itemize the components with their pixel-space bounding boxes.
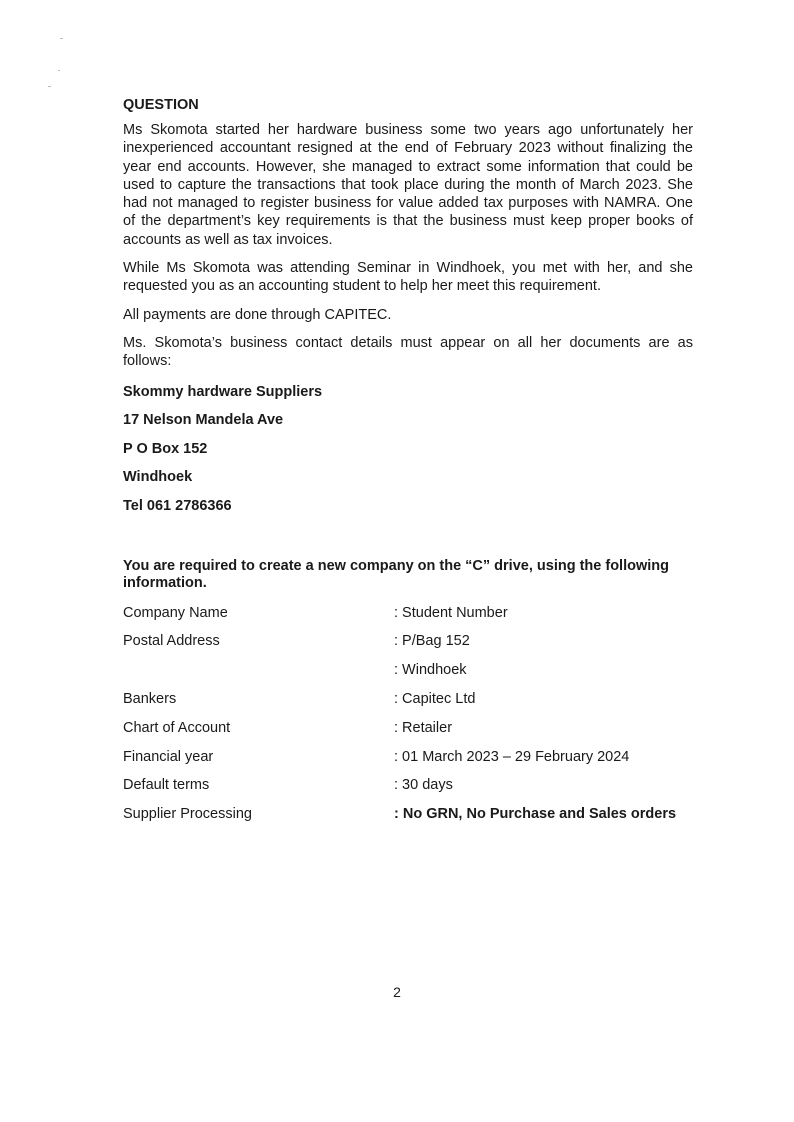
scan-speck [60, 38, 63, 39]
info-value: : No GRN, No Purchase and Sales orders [394, 806, 677, 823]
info-label: Bankers [123, 690, 177, 707]
seminar-paragraph: While Ms Skomota was attending Seminar in Windhoek, you met with her, and she requested you as an accounting student to help her meet this requirement. [123, 260, 693, 295]
contact-intro-paragraph: Ms. Skomota’s business contact details must appear on all her documents are as follows: [123, 334, 693, 370]
question-heading: QUESTION [123, 97, 199, 113]
info-row-postal-address [123, 632, 693, 661]
info-label: Default terms [123, 777, 210, 794]
info-label: Financial year [123, 748, 214, 765]
info-row-default-terms [123, 776, 693, 805]
business-street: 17 Nelson Mandela Ave [123, 412, 284, 429]
info-label: Chart of Account [123, 719, 231, 736]
info-row-chart-of-account [123, 719, 693, 748]
info-label [123, 661, 394, 690]
company-info-table [123, 604, 693, 834]
info-row-postal-city [123, 661, 693, 690]
info-label: Postal Address [123, 633, 220, 650]
info-value: : Windhoek [394, 662, 467, 679]
business-po-box: P O Box 152 [123, 440, 208, 457]
scan-speck [48, 86, 51, 87]
info-label: Supplier Processing [123, 806, 252, 823]
business-contact-details [123, 383, 693, 515]
info-value: : Retailer [394, 719, 453, 736]
info-label: Company Name [123, 604, 228, 621]
document-page [123, 96, 693, 834]
info-value: : Student Number [394, 604, 508, 621]
info-value: : P/Bag 152 [394, 633, 470, 650]
info-value: : 01 March 2023 – 29 February 2024 [394, 748, 630, 765]
requirement-instruction: You are required to create a new company on the “C” drive, using the following information. [123, 557, 669, 591]
info-value: : 30 days [394, 777, 453, 794]
info-row-financial-year [123, 748, 693, 777]
business-city: Windhoek [123, 469, 193, 486]
intro-paragraph: Ms Skomota started her hardware business some two years ago unfortunately her inexperienced accountant resigned at the end of February 2023 without finalizing the year end accounts. However, she managed to extract some information that could be used to capture the transactions that took place during the month of March 2023. She had not managed to register business for value added tax purposes with NAMRA. One of the department’s key requirements is that the business must keep proper books of accounts as well as tax invoices. [123, 122, 693, 248]
business-tel: Tel 061 2786366 [123, 497, 232, 514]
payments-paragraph: All payments are done through CAPITEC. [123, 306, 392, 323]
page-number: 2 [393, 984, 401, 1000]
info-row-bankers [123, 690, 693, 719]
business-name: Skommy hardware Suppliers [123, 383, 323, 400]
info-row-company-name [123, 604, 693, 633]
info-row-supplier-processing [123, 805, 693, 834]
info-value: : Capitec Ltd [394, 690, 476, 707]
scan-speck [58, 70, 60, 71]
